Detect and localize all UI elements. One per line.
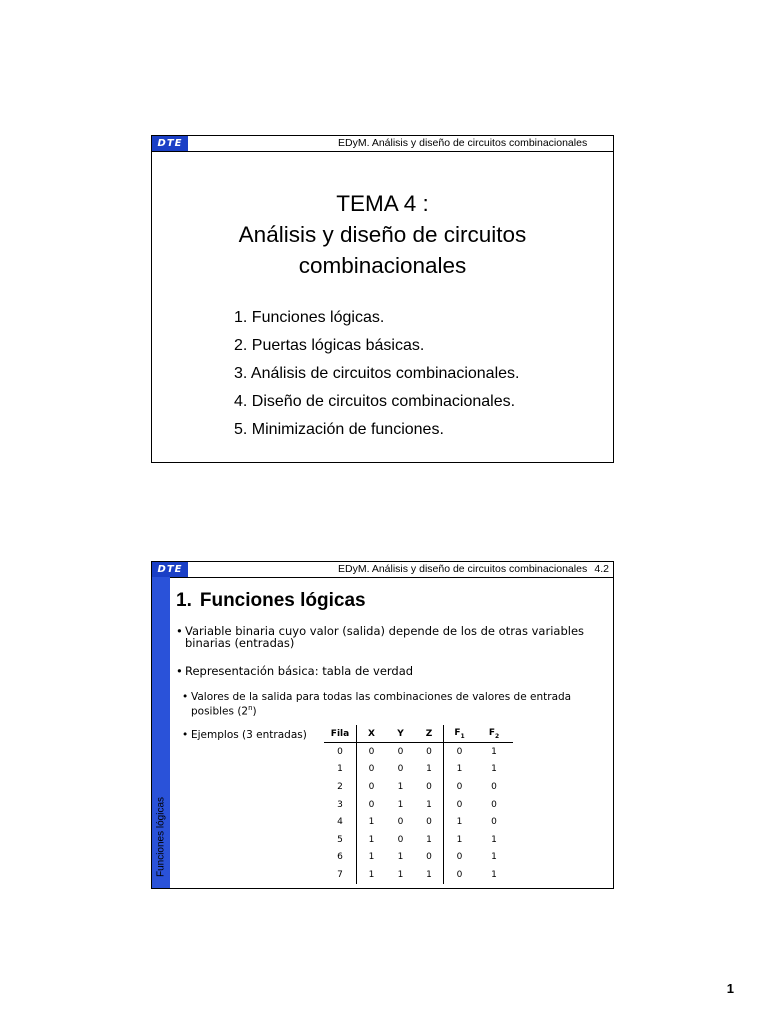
table-row xyxy=(324,778,513,796)
table-cell: 0 xyxy=(397,817,404,828)
table-cell: 1 xyxy=(415,761,444,779)
table-cell: 0 xyxy=(397,834,404,845)
table-cell: 0 xyxy=(456,746,463,757)
table-cell: 0 xyxy=(415,778,444,796)
table-cell: 0 xyxy=(456,799,463,810)
table-cell: 1 xyxy=(491,746,497,757)
table-cell: 0 xyxy=(368,764,375,775)
table-cell: 1 xyxy=(368,852,375,863)
toc-item: 4. Diseño de circuitos combinacionales. xyxy=(234,393,516,410)
table-cell: 1 xyxy=(368,869,375,880)
table-cell: 1 xyxy=(491,834,497,845)
col-header: Fila xyxy=(324,725,357,743)
table-cell: 0 xyxy=(397,746,404,757)
table-cell: 6 xyxy=(324,849,357,867)
table-cell: 1 xyxy=(397,799,404,810)
title-line-2: Análisis y diseño de circuitos xyxy=(238,222,527,247)
bullet-representation: • Representación básica: tabla de verdad xyxy=(176,665,413,677)
table-cell: 0 xyxy=(368,746,375,757)
sub-bullet-values: • Valores de la salida para todas las combinaciones de valores de entrada posibles (2$^n$) xyxy=(182,692,591,718)
table-cell: 1 xyxy=(415,831,444,849)
table-cell: 0 xyxy=(368,781,375,792)
table-row xyxy=(324,796,513,814)
table-cell: 1 xyxy=(397,852,404,863)
table-row xyxy=(324,813,513,831)
table-cell: 0 xyxy=(456,781,463,792)
table-cell: 1 xyxy=(491,852,497,863)
col-header: Y xyxy=(386,725,415,743)
table-cell: 0 xyxy=(368,799,375,810)
table-cell: 4 xyxy=(324,813,357,831)
table-row xyxy=(324,761,513,779)
toc-item: 3. Análisis de circuitos combinacionales. xyxy=(234,365,520,382)
table-cell: 1 xyxy=(456,817,463,828)
table-cell: 7 xyxy=(324,866,357,884)
table-cell: 0 xyxy=(491,781,497,792)
col-header: $F_2$ xyxy=(475,725,513,743)
table-cell: 2 xyxy=(324,778,357,796)
section-number: 1. xyxy=(176,590,192,611)
table-cell: 0 xyxy=(415,743,444,761)
table-row xyxy=(324,831,513,849)
header-title: EDyM. Análisis y diseño de circuitos combinacionales xyxy=(338,563,588,575)
table-cell: 0 xyxy=(415,849,444,867)
title-line-3: combinacionales xyxy=(298,253,467,278)
page-number: 1 xyxy=(726,981,734,996)
section-title-text: Funciones lógicas xyxy=(199,590,366,611)
table-cell: 1 xyxy=(491,869,497,880)
table-cell: 0 xyxy=(397,764,404,775)
table-cell: 5 xyxy=(324,831,357,849)
section-title xyxy=(176,590,366,612)
slide-title xyxy=(152,188,613,281)
table-row xyxy=(324,849,513,867)
sub-bullet-examples: • Ejemplos (3 entradas) xyxy=(182,730,307,741)
table-cell: 0 xyxy=(456,869,463,880)
table-cell: 0 xyxy=(324,743,357,761)
table-cell: 1 xyxy=(415,866,444,884)
slide-1 xyxy=(151,135,614,463)
table-row xyxy=(324,743,513,761)
table-cell: 3 xyxy=(324,796,357,814)
toc-item: 5. Minimización de funciones. xyxy=(234,421,444,438)
truth-table xyxy=(324,725,513,884)
slide-2 xyxy=(151,561,614,889)
table-cell: 1 xyxy=(368,834,375,845)
table-cell: 1 xyxy=(324,761,357,779)
table-header-row xyxy=(324,725,513,743)
sidebar-label: Funciones lógicas xyxy=(155,796,167,878)
table-cell: 1 xyxy=(368,817,375,828)
table-cell: 0 xyxy=(415,813,444,831)
section-sidebar xyxy=(152,577,170,888)
slide-number: 4.2 xyxy=(594,563,609,575)
table-cell: 1 xyxy=(456,764,463,775)
dte-logo: DTE xyxy=(152,136,188,151)
table-cell: 0 xyxy=(491,799,497,810)
table-cell: 1 xyxy=(456,834,463,845)
slide-header xyxy=(152,562,613,578)
table-row xyxy=(324,866,513,884)
dte-logo: DTE xyxy=(152,562,188,577)
header-title: EDyM. Análisis y diseño de circuitos combinacionales xyxy=(338,137,588,149)
col-header: X xyxy=(357,725,387,743)
bullet-definition: • Variable binaria cuyo valor (salida) depende de los de otras variables binarias (entradas) xyxy=(176,625,595,649)
col-header: Z xyxy=(415,725,444,743)
table-cell: 1 xyxy=(397,781,404,792)
table-cell: 1 xyxy=(397,869,404,880)
toc-item: 2. Puertas lógicas básicas. xyxy=(234,337,425,354)
col-header: $F_1$ xyxy=(444,725,476,743)
toc-item: 1. Funciones lógicas. xyxy=(234,309,385,326)
table-cell: 0 xyxy=(491,817,497,828)
title-line-1: TEMA 4 : xyxy=(336,191,429,216)
table-cell: 0 xyxy=(456,852,463,863)
slide-header xyxy=(152,136,613,152)
table-cell: 1 xyxy=(491,764,497,775)
table-cell: 1 xyxy=(415,796,444,814)
table-of-contents xyxy=(234,304,519,444)
